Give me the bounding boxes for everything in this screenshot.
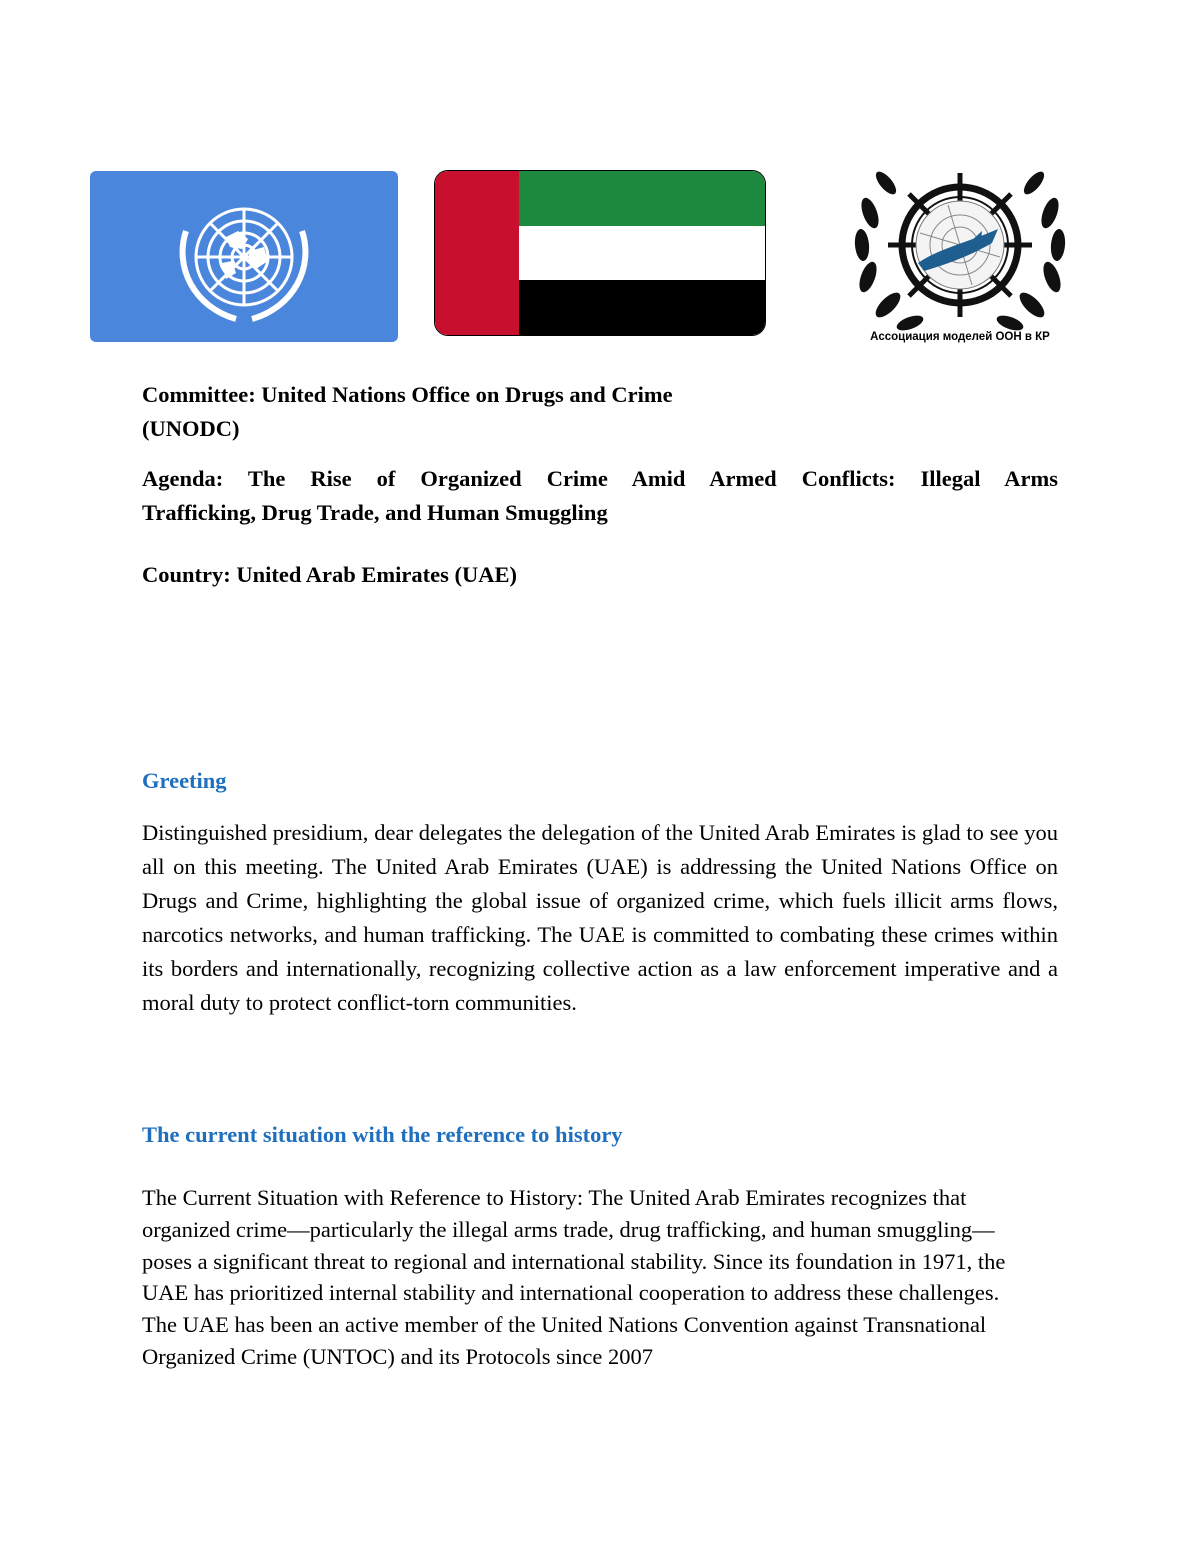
greeting-body: Distinguished presidium, dear delegates the delegation of the United Arab Emirates is glad to see you all on this meeting. The United Arab Emirates (UAE) is addressing the United Nations Office on Drugs and Crime, highlighting the global issue of organized crime, which fuels illicit arms flows, narcotics networks, and human trafficking. The UAE is committed to combating these crimes within its borders and internationally, recognizing collective action as a law enforcement imperative and a moral duty to protect conflict-torn communities. (142, 820, 1058, 1015)
committee-line-2: (UNODC) (142, 416, 240, 441)
committee-block (142, 378, 1060, 446)
laurel-wheel-icon (848, 153, 1072, 333)
association-logo (848, 153, 1072, 353)
agenda-line-1: Agenda: The Rise of Organized Crime Amid Armed Conflicts: Illegal Arms (142, 466, 1058, 491)
un-flag (90, 171, 398, 342)
agenda-line-2: Trafficking, Drug Trade, and Human Smuggling (142, 500, 608, 525)
uae-flag (434, 170, 766, 336)
uae-flag-red-band (435, 171, 519, 335)
country-line: Country: United Arab Emirates (UAE) (142, 562, 517, 587)
association-caption: Ассоциация моделей ООН в КР (870, 331, 1050, 343)
history-body: The Current Situation with Reference to History: The United Arab Emirates recognizes that organized crime—particularly the illegal arms trade, drug trafficking, and human smuggling—poses a significant threat to regional and international stability. Since its foundation in 1971, the UAE has prioritized internal stability and international cooperation to address these challenges. The UAE has been an active member of the United Nations Convention against Transnational Organized Crime (UNTOC) and its Protocols since 2007 (142, 1185, 1006, 1369)
uae-flag-white-band (519, 226, 765, 281)
greeting-heading: Greeting (142, 768, 227, 793)
uae-flag-green-band (519, 171, 765, 226)
agenda-block (142, 462, 1060, 530)
uae-flag-black-band (519, 280, 765, 335)
committee-line-1: Committee: United Nations Office on Drugs and Crime (142, 382, 673, 407)
un-emblem-icon (90, 171, 398, 342)
history-heading: The current situation with the reference to history (142, 1122, 623, 1147)
